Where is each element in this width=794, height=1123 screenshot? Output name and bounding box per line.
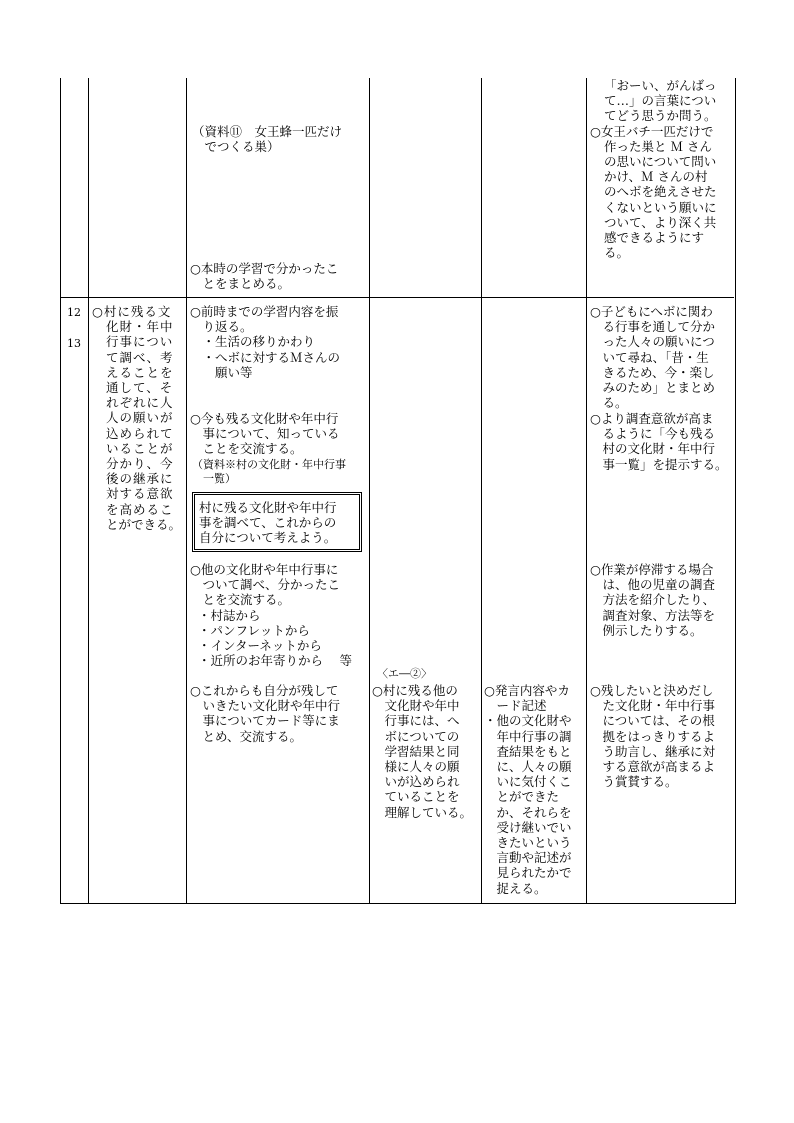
hour-number: 13 bbox=[67, 337, 81, 350]
support-note: ○作業が停滞する場合 は、他の児童の調査 方法を紹介したり、 調査対象、方法等を 例示したりする。 bbox=[590, 562, 716, 638]
evaluation-criteria: ○村に残る他の 文化財や年中 行事には、へ ボについての 学習結果と同 様に人々の願 いが込められ ていることを 理解している。 bbox=[372, 683, 473, 820]
column-divider bbox=[369, 78, 370, 903]
column-divider bbox=[88, 78, 89, 903]
support-note: ○残したいと決めだし た文化財・年中行事 については、その根 拠をはっきりするよ う助言し、継承に対 する意欲が高まるよ う賞賛する。 bbox=[590, 683, 716, 790]
material-reference: （資料⑪ 女王蜂一匹だけ でつくる巣） bbox=[192, 124, 343, 155]
column-divider bbox=[186, 78, 187, 903]
card-activity: ○これからも自分が残して いきたい文化財や年中行 事についてカード等にま とめ、交流する。 bbox=[190, 683, 341, 744]
evaluation-method: ○発言内容やカ ード記述 ・他の文化財や 年中行事の調 査結果をもと に、人々の願 いに気付くこ とができた か、それらを 受け継いでい きたいという 言動や記述が 見られたかで 捉える。 bbox=[484, 683, 572, 896]
exchange-activity: ○今も残る文化財や年中行 事について、知っている ことを交流する。 bbox=[190, 411, 340, 457]
column-divider bbox=[481, 78, 482, 903]
lesson-theme-box bbox=[192, 492, 362, 552]
review-activity: ○前時までの学習内容を振 り返る。 ・生活の移りかわり ・へボに対するＭさんの 願い等 bbox=[190, 304, 341, 380]
material-reference: （資料※村の文化財・年中行事 一覧） bbox=[192, 458, 346, 485]
column-divider bbox=[586, 78, 587, 903]
lesson-goal: ○村に残る文 化財・年中 行事につい て調べ、考 えることを 通して、そ れぞれに人 人の願いが 込められて いることが 分かり、今 後の継承に 対する意欲 を高めるこ とができる。 bbox=[92, 304, 182, 532]
evaluation-tag: 〈エ―②〉 bbox=[377, 667, 432, 680]
support-note: ○子どもにへボに関わ る行事を通して分か った人々の願いにつ いて尋ね、「昔・生 きるため、今・楽し みのため」とまとめ る。 bbox=[590, 304, 716, 411]
lesson-theme: 村に残る文化財や年中行 事を調べて、これからの 自分について考えよう。 bbox=[199, 500, 337, 546]
support-notes-row1: 「おーい、がんばっ て…」の言葉につい てどう思うか問う。 ○女王バチ一匹だけで 作った巣と Ｍ さん の思いについて問い かけ、Ｍ さんの村 のへボを絶えさせた くないという願いに ついて、より深く共 感できるようにす る。 bbox=[590, 78, 717, 261]
summary-activity: ○本時の学習で分かったこ とをまとめる。 bbox=[190, 261, 339, 292]
support-note: ○より調査意欲が高ま るように「今も残る 村の文化財・年中行 事一覧」を提示する。 bbox=[590, 411, 728, 472]
research-activity: ○他の文化財や年中行事に ついて調べ、分かったこ とを交流する。 ・村誌から ・パンフレットから ・インターネットから ・近所のお年寄りから 等 bbox=[190, 562, 352, 669]
row-divider bbox=[60, 297, 734, 298]
hour-number: 12 bbox=[67, 306, 81, 319]
